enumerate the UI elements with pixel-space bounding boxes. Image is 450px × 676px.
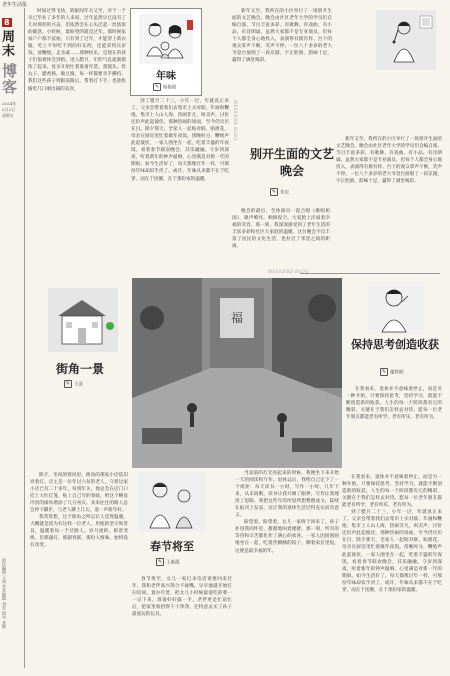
divider: [300, 273, 440, 274]
section-blog: 博客: [2, 62, 18, 96]
author-name: 王景: [74, 382, 83, 388]
blog-tag: WEEKEND BLOG: [268, 270, 310, 275]
street-scene-image: [132, 278, 342, 468]
paragraph: 到了腊月二十三，小年一过，年就真正来了。父亲会带着我们去集市上买对联、年画和鞭炮。集市上人山人海，热闹非凡，叫卖声、讨价还价声此起彼伏。那种热闹的场面，至今仍历历在目。除夕那天，全家人一起贴对联、贴窗花，母亲在厨房里忙着做年夜饭。傍晚时分，鞭炮声此起彼伏，一家人围坐在一起，吃着丰盛的年夜饭，看着春节联欢晚会，其乐融融。守岁到深夜，听着新年的钟声敲响，心里满是对新一年的期盼。如今生活好了，每天都像过年一样，可那份年味却似乎淡了。或许，年味从来都不在于吃穿，而在于团聚，在于那份家的温暖。: [131, 99, 229, 182]
blog-tag: WEEKEND BLOG: [232, 100, 237, 142]
article-card-chunjie: [132, 470, 212, 574]
pen-icon: ✎: [271, 189, 277, 195]
article-text: [28, 8, 126, 280]
author-name: 王素霞: [166, 560, 180, 566]
article-title: 春节将至: [150, 540, 194, 553]
singer-illustration: [336, 8, 442, 132]
pen-icon: ✎: [157, 559, 163, 565]
issue-year: 2024年: [2, 101, 17, 106]
paragraph: 除夕，冬夜的寒风里，街角的那家小店依旧亮着灯。店主是一位年过六旬的老人，守着这家小店已有二十多年。每到年关，他总会在店门口挂上大红灯笼，贴上自己写的春联，给这个略显冷清的街角增添了几分喜庆。来来往往的路人总会停下脚步，与老人聊上几句，道一声新年好。: [30, 473, 128, 514]
paragraph: 我常常想，这个街角之所以让人觉得温暖，大概就是因为有这样一位老人，用他的坚守和善良，温暖着每一个过路人。岁月流转，街景变换，但那盏灯，那副春联，那份人情味，始终没有改变。: [30, 515, 128, 549]
article-title: 年味: [156, 71, 176, 82]
divider: [24, 8, 25, 668]
house-illustration: [30, 286, 130, 356]
article-text: [232, 208, 330, 268]
article-text: [235, 470, 339, 668]
paragraph: 时间过得飞快，转眼间年关又至，对于一个早已毕业了多年的人来说，过年虽然早已没有了儿时那样的兴奋，但依然会在心头泛起一丝浓浓的暖意。小时候，最盼望的就是过年。那时候家家户户都不富裕，只有到了过年，才能穿上新衣服，吃上平时吃不到的好东西，还能拿到压岁钱，放鞭炮，走亲戚……那种快乐，是现在的孩子们很难体会到的。进入腊月，年的气息就渐渐浓了起来。母亲开始忙着准备年货，蒸馒头、炸丸子、灌香肠、做豆腐，每一样都要亲手操持。我们这些孩子则跟前跟后，帮着打下手，也趁机偷吃几口刚出锅的美食。: [28, 9, 126, 92]
article-card-baoshou: [346, 280, 444, 380]
street-photo: [132, 278, 342, 468]
paragraph: 当桌前的灯光亮起来的时候，我便坐下来开始一天的阅读和写作。退休以后，我给自己定下了一个规矩：每天读书一小时，写作一小时。几年下来，从未间断。读书让我开阔了眼界，写作让我理清了思路。我把这些年的所思所想整理成文，陆续在报刊上发表，这让我的退休生活过得充实而有意义。: [235, 471, 339, 519]
family-reunion-illustration: [132, 470, 212, 534]
byline: [64, 380, 83, 388]
paragraph: 在我看来，退休并不意味着停止，而是另一种开始。只要保持思考，坚持学习，就能不断创造新的收获。人生的每一个阶段都有它的精彩，关键在于我们怎样去对待。愿每一位老年朋友都能老有所学，老有所乐，老有所为。: [342, 475, 442, 509]
article-text: [232, 8, 332, 134]
issue-date: 2月2日: [2, 107, 16, 112]
byline: [156, 558, 180, 566]
article-text: [131, 98, 229, 268]
author-name: 杨艳阳: [163, 85, 177, 91]
article-text: [342, 474, 442, 668]
article-text: [132, 576, 232, 668]
issue-weekday: 星期五: [2, 113, 14, 118]
pen-icon: ✎: [154, 84, 160, 90]
masthead: [2, 10, 22, 118]
section-title: 周末: [2, 30, 16, 59]
article-text: [336, 136, 442, 268]
article-title-box-wanhui: [244, 140, 340, 204]
article-card-wanhui: [336, 8, 442, 132]
byline: [380, 368, 404, 376]
article-text: [30, 472, 128, 668]
editor-credits-text: 责任编辑 王成 美术编辑 刘宏 校对 张敏: [2, 558, 7, 629]
article-card-jieyi: [30, 282, 130, 392]
author-name: 朱宏: [280, 190, 289, 196]
article-title: 保持思考创造收获: [351, 338, 439, 351]
article-title: 别开生面的文艺晚会: [249, 147, 334, 178]
pen-icon: ✎: [65, 381, 71, 387]
paragraph: 到了腊月二十三，小年一过，年就真正来了。父亲会带着我们去集市上买对联、年画和鞭炮。集市上人山人海，热闹非凡，叫卖声、讨价还价声此起彼伏。那种热闹的场面，至今仍历历在目。除夕那天，全家人一起贴对联、贴窗花，母亲在厨房里忙着做年夜饭。傍晚时分，鞭炮声此起彼伏，一家人围坐在一起，吃着丰盛的年夜饭，看着春节联欢晚会，其乐融融。守岁到深夜，听着新年的钟声敲响，心里满是对新一年的期盼。如今生活好了，每天都像过年一样，可那份年味却似乎淡了。或许，年味从来都不在于吃穿，而在于团聚，在于那份家的温暖。: [342, 510, 442, 593]
page-number: 8: [4, 18, 10, 27]
svg-text:福: 福: [230, 311, 244, 325]
article-title: 街角一景: [55, 362, 104, 376]
paragraph: 新年又至，我所在的小区举行了一场别开生面的文艺晚会。晚会由社区老年大学的学员们自编自演，节目丰富多彩，有歌舞、有戏曲、有小品、有诗朗诵。虽然大家都不是专业演员，但每个人都全身心地投入，表演得有模有样。台下的观众掌声不断，笑声不停。一位八十多岁的老大爷登台演唱了一段京剧，字正腔圆，韵味十足，赢得了满堂喝彩。: [232, 9, 332, 64]
paragraph: 春节将至，女儿一家打来电话说要回来过年，我和老伴高兴得合不拢嘴。早早地就开始打扫房间、置办年货，把女儿小时候最爱吃的菜一一记下来，准备好好露一手。老伴更是忙前忙后，把家里收拾得干干净净，还特意去买了孙子最爱玩的玩具。: [132, 577, 232, 618]
pen-icon: ✎: [381, 369, 387, 375]
paragraph: 盼望着，盼望着，女儿一家终于回来了。孙子扑进我的怀里，甜甜地叫着姥姥，那一刻，所有的等待和辛苦都化作了满心的欢喜。一家人团团圆圆地坐在一起，吃着热腾腾的饺子，聊着家长里短，这便是最幸福的年。: [235, 520, 339, 554]
paragraph: 晚会的最后，全体演员一起合唱《歌唱祖国》，歌声嘹亮，响彻夜空。大家脸上洋溢着幸福的笑容，那一刻，我深深感受到了老年生活的丰富多彩和社区大家庭的温暖。这台晚会不仅丰富了居民的文化生活，也拉近了邻里之间的距离。: [232, 209, 330, 250]
article-text: [346, 386, 442, 470]
family-illustration: [131, 12, 201, 67]
newspaper-name: 老年生活报: [2, 2, 28, 8]
byline: [153, 83, 177, 91]
paragraph: 在我看来，退休并不意味着停止，而是另一种开始。只要保持思考，坚持学习，就能不断创造新的收获。人生的每一个阶段都有它的精彩，关键在于我们怎样去对待。愿每一位老年朋友都能老有所学，老有所乐，老有所为。: [346, 387, 442, 421]
paragraph: 新年又至，我所在的小区举行了一场别开生面的文艺晚会。晚会由社区老年大学的学员们自编自演，节目丰富多彩，有歌舞、有戏曲、有小品、有诗朗诵。虽然大家都不是专业演员，但每个人都全身心地投入，表演得有模有样。台下的观众掌声不断，笑声不停。一位八十多岁的老大爷登台演唱了一段京剧，字正腔圆，韵味十足，赢得了满堂喝彩。: [336, 137, 442, 185]
article-card-nianwei: [130, 8, 202, 96]
author-name: 谢铁柄: [390, 370, 404, 376]
byline: [270, 188, 289, 196]
editor-credits: [2, 558, 16, 676]
thinker-illustration: [346, 280, 444, 336]
